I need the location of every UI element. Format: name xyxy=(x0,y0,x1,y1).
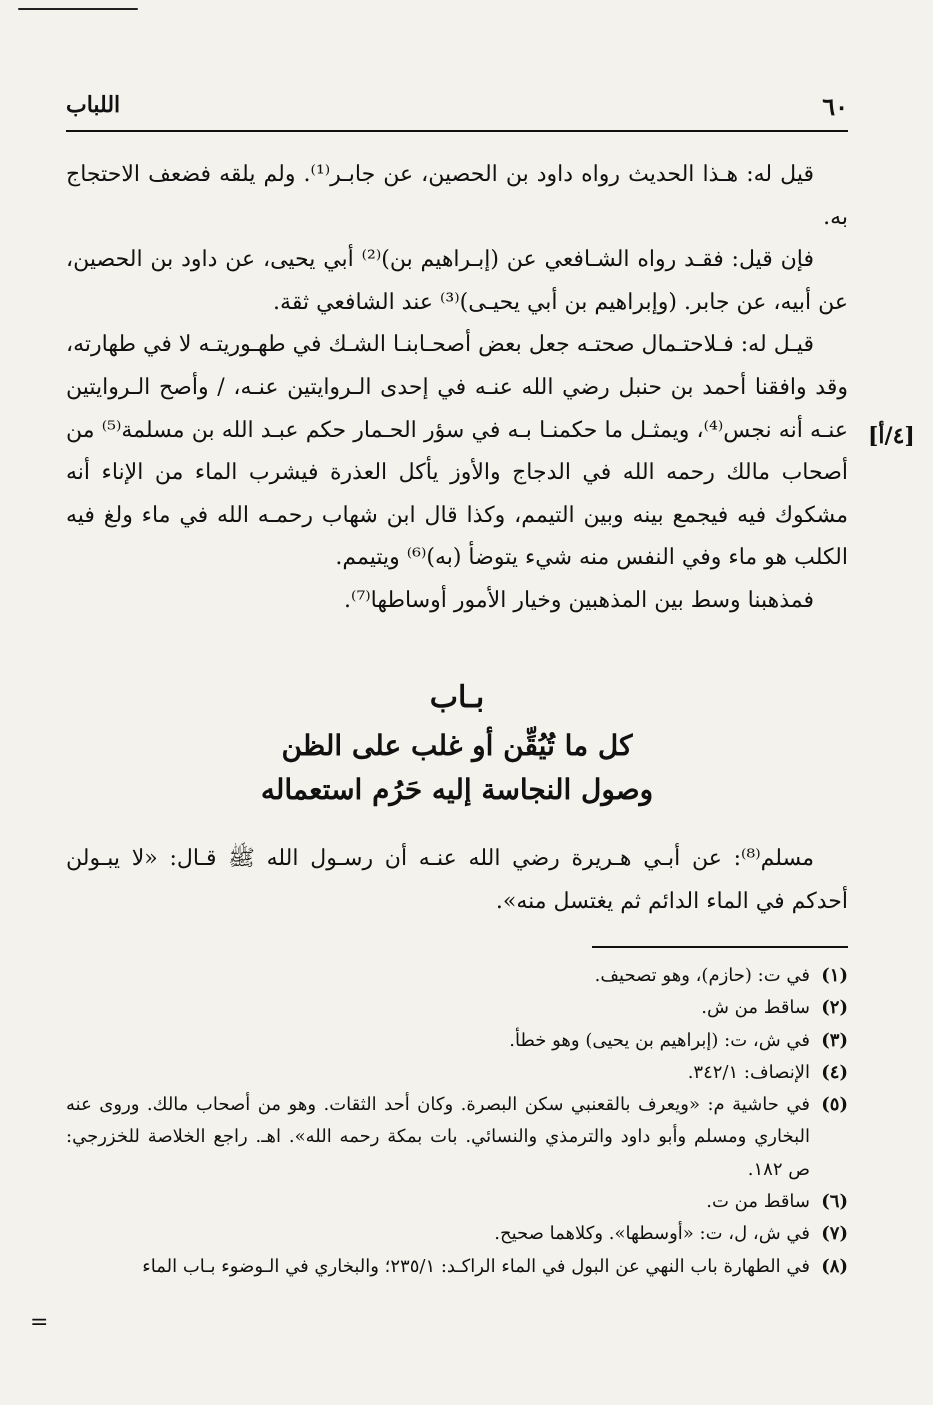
running-title: اللباب xyxy=(66,92,121,118)
footnote-text: في ش، ل، ت: «أوسطها». وكلاهما صحيح. xyxy=(494,1223,810,1245)
footnote-item xyxy=(66,1057,848,1089)
footnote-number: (٨) xyxy=(821,1255,848,1277)
chapter-heading xyxy=(66,672,848,812)
chapter-title-line-2: وصول النجاسة إليه حَرُم استعماله xyxy=(260,773,654,806)
page-number: ٦٠ xyxy=(822,92,848,121)
footnote-text: في ش، ت: (إبراهيم بن يحيى) وهو خطأ. xyxy=(509,1029,810,1051)
manuscript-folio-marker: [٤/أ] xyxy=(868,423,915,449)
page-header xyxy=(66,92,848,124)
header-rule xyxy=(66,130,848,132)
footnote-item xyxy=(66,1025,848,1057)
hadith-paragraph: مسلم⁽⁸⁾: عن أبـي هـريرة رضي الله عنـه أن رسـول الله ﷺ قـال: «لا يبـولن أحدكم في الماء الدائم ثم يغتسل منه». xyxy=(66,846,848,914)
footnote-number: (٥) xyxy=(821,1094,848,1116)
footnote-number: (١) xyxy=(821,965,848,986)
chapter-title-line-1: كل ما تُيُقِّن أو غلب على الظن xyxy=(281,729,633,762)
footnote-number: (٢) xyxy=(821,997,848,1019)
main-text xyxy=(66,154,848,623)
footnote-text: الإنصاف: ٣٤٢/١. xyxy=(687,1061,810,1083)
footnotes xyxy=(66,960,848,1283)
paragraph-3: قيـل له: فـلاحتـمال صحتـه جعل بعض أصحـابنـا الشـك في طهـوريتـه لا في طهارته، وقد وافقنا أحمد بن حنبل رضي الله عنـه في إحدى الـروايتين عنـه، / وأصح الـروايتين عنـه أنه نجس⁽⁴⁾، ويمثـل ما حكمنـا بـه في سؤر الحـمار حكم عبـد الله بن مسلمة⁽⁵⁾ من أصحاب مالك رحمه الله في الدجاج والأوز يأكل العذرة فيشرب الماء من الإناء أنه مشكوك فيه فيجمع بينه وبين التيمم، وكذا قال ابن شهاب رحمـه الله في ماء ولغ فيه الكلب هو ماء وفي النفس منه شيء يتوضأ (به)⁽⁶⁾ ويتيمم. xyxy=(66,332,848,571)
footnote-item xyxy=(66,1089,848,1186)
paragraph-1: قيل له: هـذا الحديث رواه داود بن الحصين، عن جابـر⁽¹⁾. ولم يلقه فضعف الاحتجاج به. xyxy=(66,162,848,230)
footnote-item xyxy=(66,1186,848,1218)
hadith-text xyxy=(66,838,848,923)
footnote-number: (٣) xyxy=(821,1029,848,1051)
footnote-text: في ت: (حازم)، وهو تصحيف. xyxy=(594,965,810,986)
footnote-number: (٧) xyxy=(821,1223,848,1245)
footnote-text: ساقط من ت. xyxy=(706,1191,810,1213)
footnote-number: (٤) xyxy=(821,1061,848,1083)
paragraph-2: فإن قيل: فقـد رواه الشـافعي عن (إبـراهيم بن)⁽²⁾ أبي يحيى، عن داود بن الحصين، عن أبيه، عن جابر. (وإبراهيم بن أبي يحيـى)⁽³⁾ عند الشافعي ثقة. xyxy=(66,247,848,315)
footnote-text: في حاشية م: «ويعرف بالقعنبي سكن البصرة. وكان أحد الثقات. وهو من أصحاب مالك. وروى عنه البخاري ومسلم وأبو داود والترمذي والنسائي. بات بمكة رحمه الله». اهـ. راجع الخلاصة للخزرجي: ص ١٨٢. xyxy=(66,1094,810,1180)
footnote-text: ساقط من ش. xyxy=(701,997,810,1019)
paragraph-4: فمذهبنا وسط بين المذهبين وخيار الأمور أوساطها⁽⁷⁾. xyxy=(344,587,814,613)
footnote-item xyxy=(66,1251,848,1283)
footnote-separator xyxy=(592,946,848,948)
footnote-item xyxy=(66,992,848,1024)
continuation-mark: = xyxy=(30,1310,49,1335)
chapter-label: بـاب xyxy=(429,680,485,715)
footnote-item xyxy=(66,1218,848,1250)
footnote-item xyxy=(66,960,848,992)
footnote-number: (٦) xyxy=(821,1191,848,1213)
scan-artifact-line xyxy=(18,8,138,10)
footnote-text: في الطهارة باب النهي عن البول في الماء الراكـد: ٢٣٥/١؛ والبخاري في الـوضوء بـاب الماء xyxy=(142,1255,810,1277)
